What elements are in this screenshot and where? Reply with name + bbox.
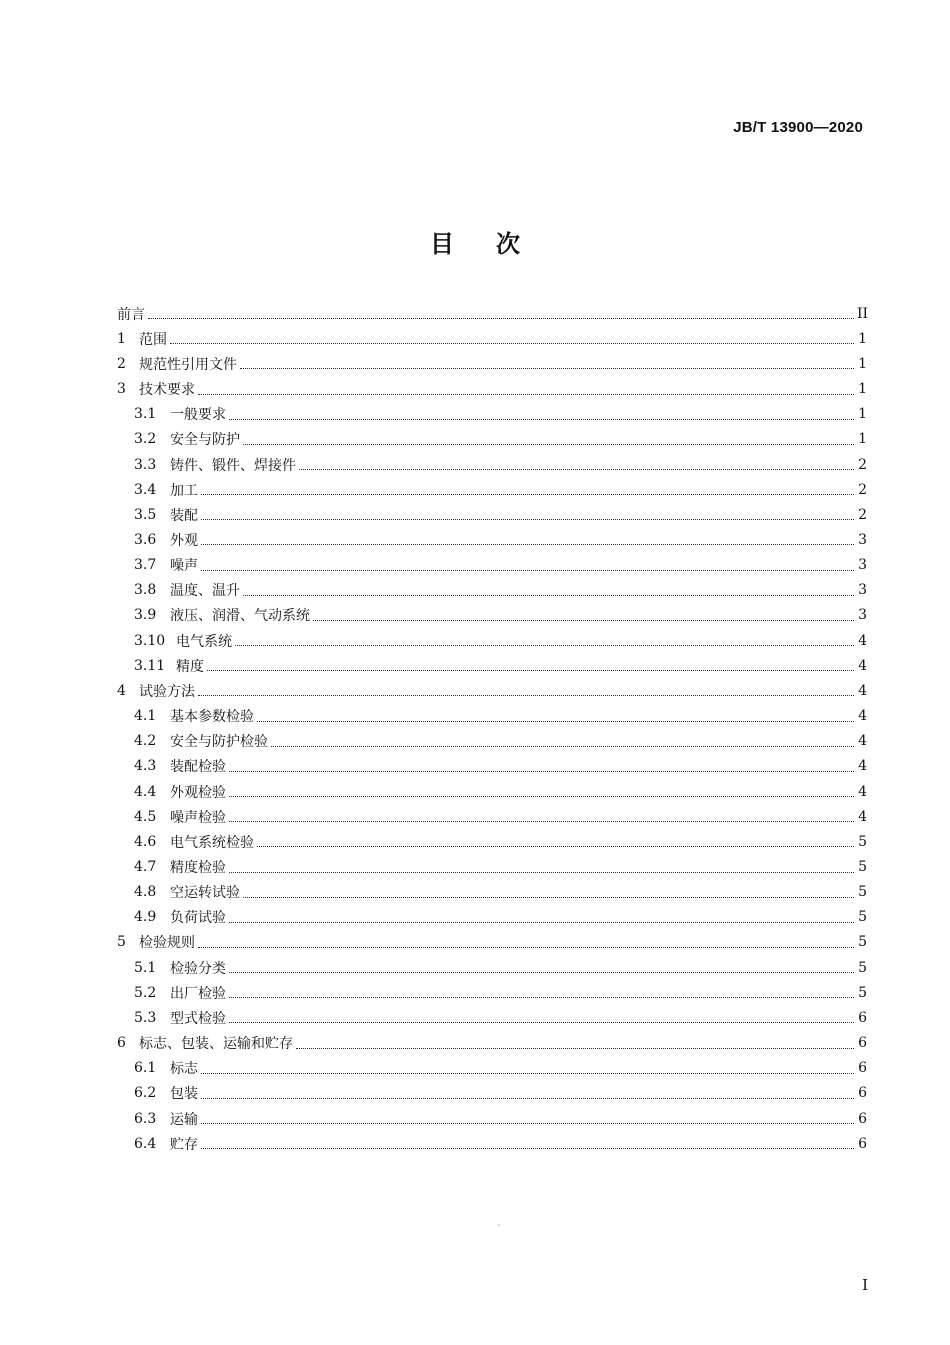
toc-entry-page: 5 [858, 909, 867, 926]
toc-entry-label: 噪声检验 [170, 809, 226, 826]
toc-entry-label: 一般要求 [170, 407, 226, 424]
toc-entry-number: 5.3 [134, 1009, 157, 1026]
toc-entry-page: 1 [858, 381, 867, 398]
toc-entry-page: II [857, 305, 869, 322]
toc-leader-dots [313, 606, 854, 621]
toc-entry-page: 3 [858, 557, 867, 574]
toc-entry-label: 温度、温升 [170, 583, 240, 600]
toc-entry-page: 6 [858, 1135, 867, 1152]
toc-leader-dots [170, 329, 854, 344]
toc-entry-number: 3.1 [134, 406, 157, 423]
toc-leader-dots [229, 807, 854, 822]
toc-entry-page: 3 [858, 607, 867, 624]
toc-entry-number: 4 [117, 682, 126, 699]
toc-leader-dots [229, 983, 854, 998]
toc-entry[interactable] [117, 905, 867, 930]
toc-leader-dots [243, 581, 854, 596]
toc-entry-page: 4 [858, 783, 867, 800]
toc-entry-page: 6 [858, 1035, 867, 1052]
toc-entry-label: 运输 [170, 1111, 198, 1128]
toc-entry-number: 6.1 [134, 1060, 157, 1077]
toc-leader-dots [198, 933, 854, 948]
toc-entry-label: 技术要求 [139, 382, 195, 399]
toc-entry-page: 4 [858, 808, 867, 825]
toc-entry-page: 3 [858, 582, 867, 599]
toc-entry-number: 4.4 [134, 783, 157, 800]
toc-leader-dots [243, 883, 854, 898]
toc-entry-page: 6 [858, 1009, 867, 1026]
toc-entry-page: 2 [858, 481, 867, 498]
toc-entry-number: 3.6 [134, 531, 157, 548]
toc-entry[interactable] [117, 704, 867, 729]
toc-entry-label: 标志 [170, 1061, 198, 1078]
toc-entry-label: 检验规则 [139, 935, 195, 952]
toc-entry-label: 电气系统 [176, 633, 232, 650]
toc-entry-number: 3.11 [134, 657, 166, 674]
toc-entry[interactable] [117, 1131, 867, 1156]
toc-entry-label: 范围 [139, 331, 167, 348]
toc-entry-number: 3 [117, 381, 126, 398]
toc-entry[interactable] [117, 603, 867, 628]
toc-entry[interactable] [117, 1005, 867, 1030]
toc-leader-dots [271, 732, 854, 747]
toc-entry-number: 6.3 [134, 1110, 157, 1127]
toc-entry-label: 装配 [170, 507, 198, 524]
toc-entry[interactable] [117, 854, 867, 879]
toc-leader-dots [296, 1034, 854, 1049]
toc-entry-label: 液压、润滑、气动系统 [170, 608, 310, 625]
toc-entry-label: 试验方法 [139, 683, 195, 700]
toc-entry-number: 3.10 [134, 632, 166, 649]
toc-entry-page: 5 [858, 934, 867, 951]
toc-entry-label: 加工 [170, 482, 198, 499]
toc-entry-page: 4 [858, 733, 867, 750]
toc-entry-number: 4.5 [134, 808, 157, 825]
toc-leader-dots [198, 681, 854, 696]
toc-entry[interactable] [117, 351, 867, 376]
toc-leader-dots [235, 631, 854, 646]
toc-entry-number: 3.2 [134, 431, 157, 448]
toc-leader-dots [229, 858, 854, 873]
toc-leader-dots [148, 304, 854, 319]
toc-entry-page: 5 [858, 984, 867, 1001]
toc-leader-dots [201, 1109, 854, 1124]
toc-leader-dots [257, 707, 854, 722]
toc-leader-dots [229, 958, 854, 973]
toc-entry-number: 3.9 [134, 607, 157, 624]
toc-entry-page: 1 [858, 330, 867, 347]
toc-entry[interactable] [117, 477, 867, 502]
toc-entry-label: 前言 [117, 306, 145, 323]
toc-entry[interactable] [117, 804, 867, 829]
toc-entry-page: 6 [858, 1110, 867, 1127]
table-of-contents [117, 301, 867, 1156]
toc-leader-dots [201, 480, 854, 495]
toc-entry-number: 4.6 [134, 833, 157, 850]
standard-code: JB/T 13900—2020 [733, 119, 863, 136]
toc-entry-number: 4.9 [134, 909, 157, 926]
toc-entry-page: 2 [858, 456, 867, 473]
toc-entry-page: 5 [858, 833, 867, 850]
toc-entry-label: 电气系统检验 [170, 834, 254, 851]
toc-leader-dots [201, 530, 854, 545]
toc-entry-number: 4.8 [134, 884, 157, 901]
toc-entry-number: 3.7 [134, 557, 157, 574]
toc-leader-dots [299, 455, 854, 470]
toc-entry[interactable] [117, 628, 867, 653]
toc-entry-number: 1 [117, 330, 126, 347]
toc-entry[interactable] [117, 678, 867, 703]
toc-entry[interactable] [117, 376, 867, 401]
toc-entry-label: 出厂检验 [170, 985, 226, 1002]
toc-leader-dots [201, 1059, 854, 1074]
toc-entry-label: 精度 [176, 658, 204, 675]
toc-entry-number: 5.1 [134, 959, 157, 976]
toc-entry-page: 1 [858, 406, 867, 423]
toc-entry[interactable] [117, 980, 867, 1005]
toc-entry[interactable] [117, 829, 867, 854]
toc-entry-number: 3.3 [134, 456, 157, 473]
toc-entry-label: 包装 [170, 1086, 198, 1103]
toc-entry[interactable] [117, 578, 867, 603]
toc-entry-page: 1 [858, 431, 867, 448]
toc-leader-dots [201, 1084, 854, 1099]
toc-leader-dots [240, 354, 854, 369]
toc-leader-dots [201, 1134, 854, 1149]
toc-entry-label: 装配检验 [170, 759, 226, 776]
toc-entry[interactable] [117, 754, 867, 779]
toc-title: 目次 [430, 230, 562, 258]
toc-entry-page: 4 [858, 758, 867, 775]
toc-leader-dots [229, 757, 854, 772]
toc-leader-dots [257, 832, 854, 847]
toc-entry[interactable] [117, 880, 867, 905]
toc-entry-label: 负荷试验 [170, 910, 226, 927]
toc-entry-number: 4.3 [134, 758, 157, 775]
toc-entry-number: 6.2 [134, 1085, 157, 1102]
toc-entry-page: 4 [858, 708, 867, 725]
toc-leader-dots [229, 908, 854, 923]
toc-entry[interactable] [117, 527, 867, 552]
toc-entry-page: 1 [858, 355, 867, 372]
toc-entry-label: 基本参数检验 [170, 709, 254, 726]
toc-entry-page: 5 [858, 959, 867, 976]
toc-entry[interactable] [117, 653, 867, 678]
toc-entry[interactable] [117, 955, 867, 980]
toc-entry-page: 5 [858, 884, 867, 901]
toc-entry-page: 4 [858, 682, 867, 699]
toc-leader-dots [243, 430, 854, 445]
toc-entry-page: 4 [858, 632, 867, 649]
page-number: I [862, 1276, 868, 1294]
toc-leader-dots [201, 556, 854, 571]
toc-entry[interactable] [117, 502, 867, 527]
toc-entry[interactable] [117, 452, 867, 477]
toc-entry-label: 精度检验 [170, 860, 226, 877]
toc-entry[interactable] [117, 1106, 867, 1131]
toc-entry-page: 2 [858, 506, 867, 523]
toc-entry-page: 6 [858, 1060, 867, 1077]
toc-entry[interactable] [117, 779, 867, 804]
toc-leader-dots [229, 1008, 854, 1023]
toc-entry-number: 3.5 [134, 506, 157, 523]
toc-entry-number: 6.4 [134, 1135, 157, 1152]
toc-entry-number: 5.2 [134, 984, 157, 1001]
toc-entry-label: 铸件、锻件、焊接件 [170, 457, 296, 474]
toc-entry[interactable] [117, 301, 867, 326]
toc-entry-page: 6 [858, 1085, 867, 1102]
scan-speck [498, 1224, 500, 1226]
toc-entry[interactable] [117, 1031, 867, 1056]
toc-entry-label: 规范性引用文件 [139, 356, 237, 373]
toc-entry-number: 3.8 [134, 582, 157, 599]
toc-entry[interactable] [117, 930, 867, 955]
toc-entry-label: 外观检验 [170, 784, 226, 801]
toc-entry-label: 外观 [170, 532, 198, 549]
toc-entry-number: 2 [117, 355, 126, 372]
toc-entry-label: 型式检验 [170, 1010, 226, 1027]
toc-entry-number: 4.2 [134, 733, 157, 750]
toc-entry-label: 安全与防护 [170, 432, 240, 449]
toc-leader-dots [229, 782, 854, 797]
toc-entry[interactable] [117, 326, 867, 351]
toc-entry-label: 检验分类 [170, 960, 226, 977]
toc-entry-number: 3.4 [134, 481, 157, 498]
toc-entry-page: 4 [858, 657, 867, 674]
toc-leader-dots [201, 505, 854, 520]
toc-entry-number: 6 [117, 1035, 126, 1052]
toc-entry-number: 4.1 [134, 708, 157, 725]
toc-entry[interactable] [117, 729, 867, 754]
toc-entry[interactable] [117, 1081, 867, 1106]
toc-leader-dots [229, 405, 854, 420]
toc-entry-label: 标志、包装、运输和贮存 [139, 1036, 293, 1053]
toc-entry-label: 贮存 [170, 1136, 198, 1153]
toc-entry-page: 3 [858, 531, 867, 548]
toc-entry-page: 5 [858, 859, 867, 876]
toc-entry-label: 安全与防护检验 [170, 734, 268, 751]
toc-entry-label: 噪声 [170, 558, 198, 575]
toc-entry-number: 5 [117, 934, 126, 951]
toc-entry[interactable] [117, 427, 867, 452]
toc-entry-label: 空运转试验 [170, 885, 240, 902]
toc-entry-number: 4.7 [134, 859, 157, 876]
toc-leader-dots [198, 380, 854, 395]
toc-entry[interactable] [117, 402, 867, 427]
toc-entry[interactable] [117, 1056, 867, 1081]
toc-leader-dots [207, 656, 854, 671]
toc-entry[interactable] [117, 553, 867, 578]
